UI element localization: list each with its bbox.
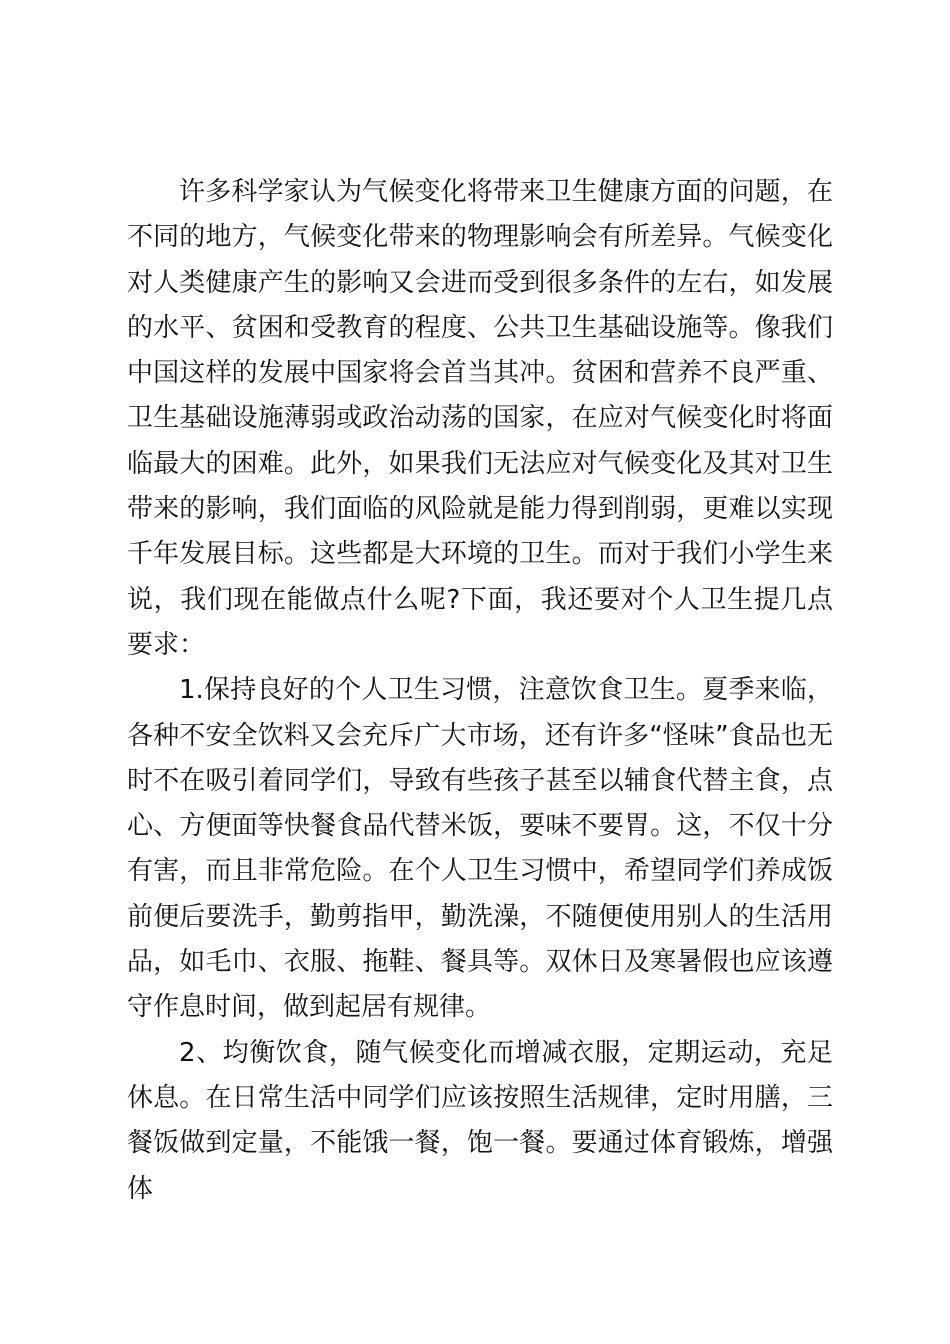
paragraph-climate-health: 许多科学家认为气候变化将带来卫生健康方面的问题，在不同的地方，气候变化带来的物理影响会有所差异。气候变化对人类健康产生的影响又会进而受到很多条件的左右，如发展的水平、贫困和受教育的程度、公共卫生基础设施等。像我们中国这样的发展中国家将会首当其冲。贫困和营养不良严重、卫生基础设施薄弱或政治动荡的国家，在应对气候变化时将面临最大的困难。此外，如果我们无法应对气候变化及其对卫生带来的影响，我们面临的风险就是能力得到削弱，更难以实现千年发展目标。这些都是大环境的卫生。而对于我们小学生来说，我们现在能做点什么呢?下面，我还要对个人卫生提几点要求： [127, 177, 833, 660]
document-body [127, 170, 833, 1212]
paragraph-balanced-diet: 2、均衡饮食，随气候变化而增减衣服，定期运动，充足休息。在日常生活中同学们应该按照生活规律，定时用膳，三餐饭做到定量，不能饿一餐，饱一餐。要通过体育锻炼，增强体 [127, 1037, 833, 1204]
paragraph-hygiene-habits: 1.保持良好的个人卫生习惯，注意饮食卫生。夏季来临，各种不安全饮料又会充斥广大市场，还有许多“怪味”食品也无时不在吸引着同学们，导致有些孩子甚至以辅食代替主食，点心、方便面等快餐食品代替米饭，要味不要胃。这，不仅十分有害，而且非常危险。在个人卫生习惯中，希望同学们养成饭前便后要洗手，勤剪指甲，勤洗澡，不随便使用别人的生活用品，如毛巾、衣服、拖鞋、餐具等。双休日及寒暑假也应该遵守作息时间，做到起居有规律。 [127, 675, 833, 1023]
